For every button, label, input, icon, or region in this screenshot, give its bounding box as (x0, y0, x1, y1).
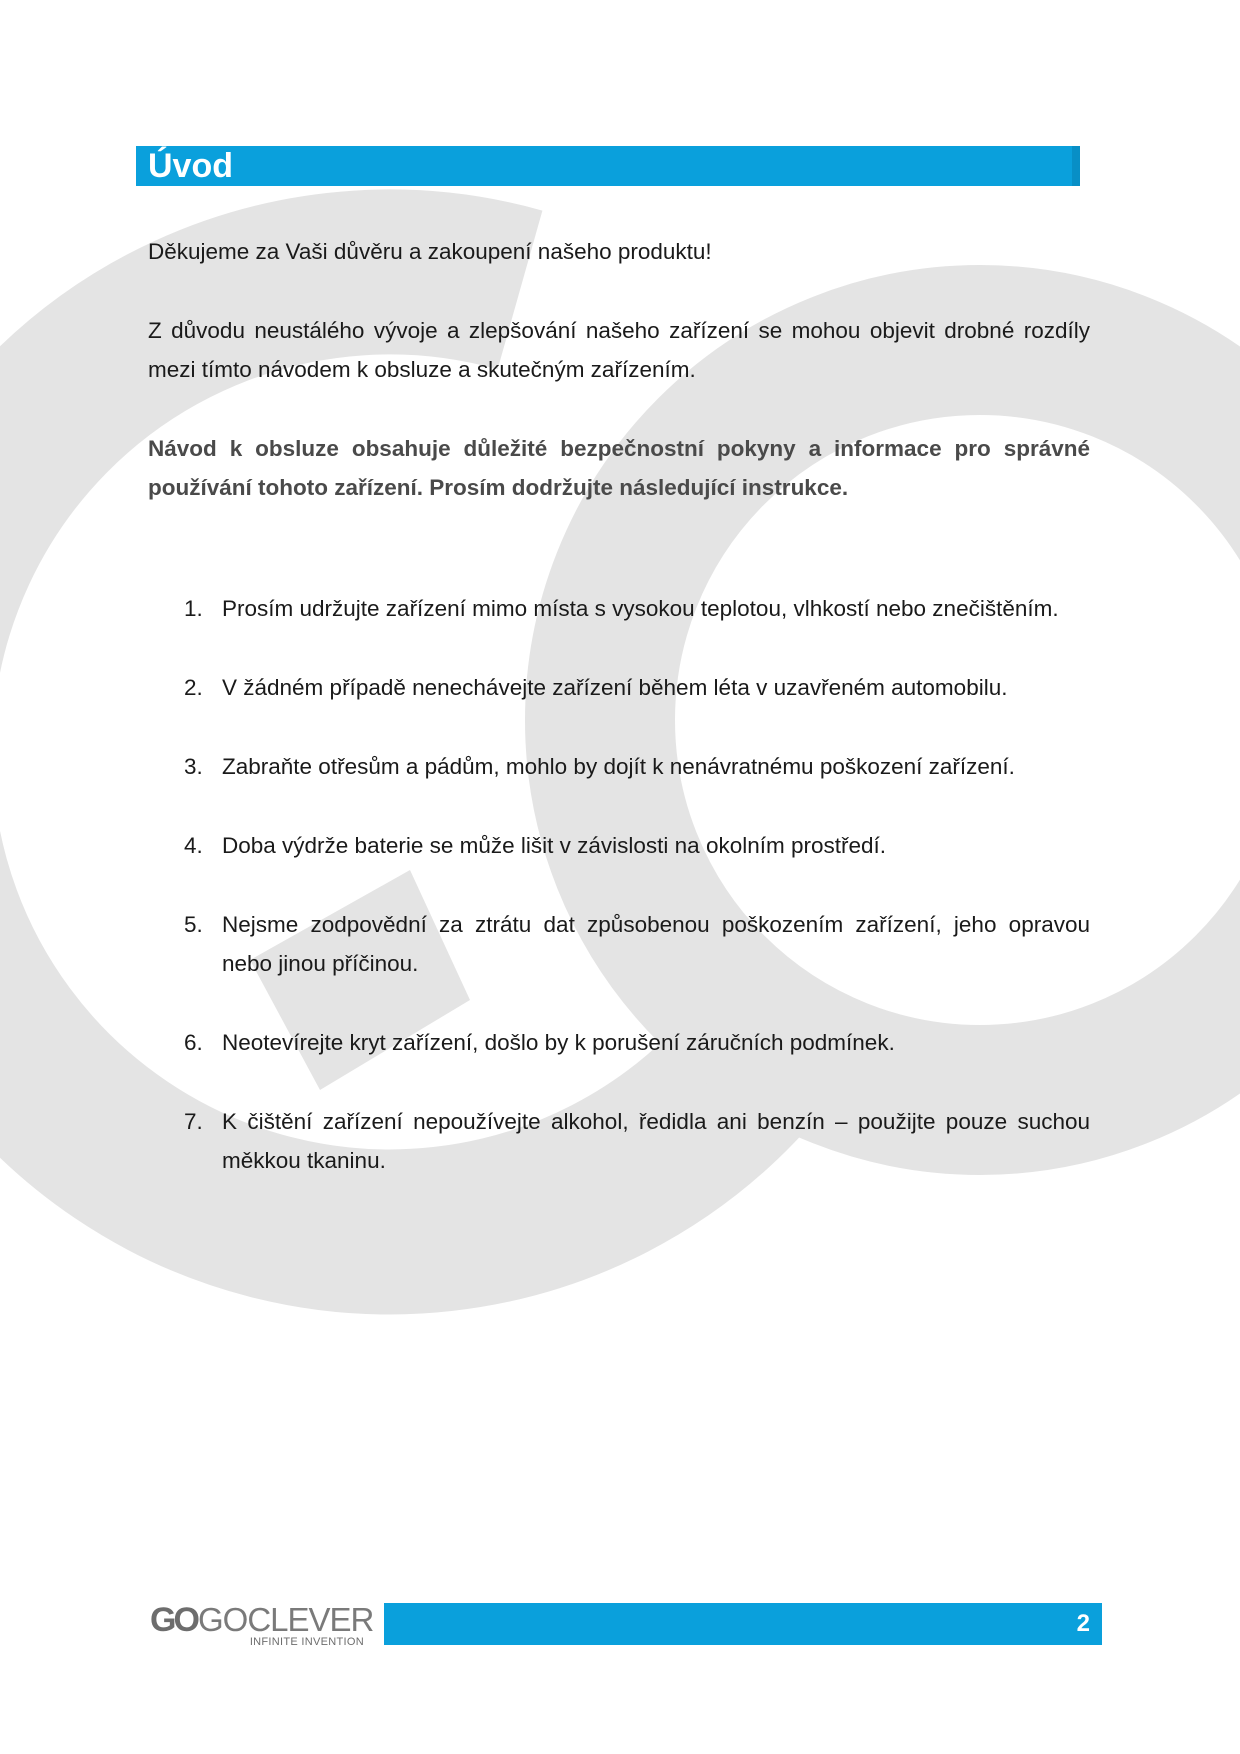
list-item-text: Prosím udržujte zařízení mimo místa s vysokou teplotou, vlhkostí nebo znečištěním. (222, 596, 1059, 621)
logo-mark: GO (150, 1601, 197, 1639)
list-item-number: 5. (184, 912, 203, 937)
logo-brand-name: GOCLEVER (198, 1601, 374, 1638)
list-item-text: Zabraňte otřesům a pádům, mohlo by dojít k nenávratnému poškození zařízení. (222, 754, 1015, 779)
list-item (184, 1023, 1090, 1062)
list-item-number: 2. (184, 675, 203, 700)
logo-tagline: INFINITE INVENTION (249, 1636, 364, 1648)
intro-notice: Z důvodu neustálého vývoje a zlepšování našeho zařízení se mohou objevit drobné rozdíly mezi tímto návodem k obsluze a skutečným zařízením. (148, 318, 1090, 382)
list-item-text: Neotevírejte kryt zařízení, došlo by k porušení záručních podmínek. (222, 1030, 895, 1055)
list-item-text: K čištění zařízení nepoužívejte alkohol, ředidla ani benzín – použijte pouze suchou měkkou tkaninu. (222, 1109, 1090, 1173)
list-item-number: 7. (184, 1109, 203, 1134)
page-title: Úvod (148, 147, 233, 185)
intro-thanks: Děkujeme za Vaši důvěru a zakoupení našeho produktu! (148, 239, 712, 264)
list-item (184, 905, 1090, 983)
list-item (184, 747, 1090, 786)
list-item-text: Nejsme zodpovědní za ztrátu dat způsobenou poškozením zařízení, jeho opravou nebo jinou příčinou. (222, 912, 1090, 976)
list-item (184, 1102, 1090, 1180)
list-item-text: Doba výdrže baterie se může lišit v závislosti na okolním prostředí. (222, 833, 887, 858)
brand-logo (150, 1600, 380, 1650)
list-item-text: V žádném případě nenechávejte zařízení během léta v uzavřeném automobilu. (222, 675, 1008, 700)
list-item-number: 1. (184, 596, 203, 621)
list-item (184, 668, 1090, 707)
heading-bar-accent (1072, 146, 1080, 186)
list-item-number: 6. (184, 1030, 203, 1055)
page-number: 2 (1076, 1610, 1090, 1637)
list-item (184, 826, 1090, 865)
intro-important: Návod k obsluze obsahuje důležité bezpečnostní pokyny a informace pro správné používání tohoto zařízení. Prosím dodržujte následující instrukce. (148, 436, 1090, 500)
list-item-number: 3. (184, 754, 203, 779)
instruction-list (184, 589, 1090, 1220)
list-item-number: 4. (184, 833, 203, 858)
heading-bar (136, 146, 1080, 186)
footer-bar (384, 1603, 1102, 1645)
list-item (184, 589, 1090, 628)
